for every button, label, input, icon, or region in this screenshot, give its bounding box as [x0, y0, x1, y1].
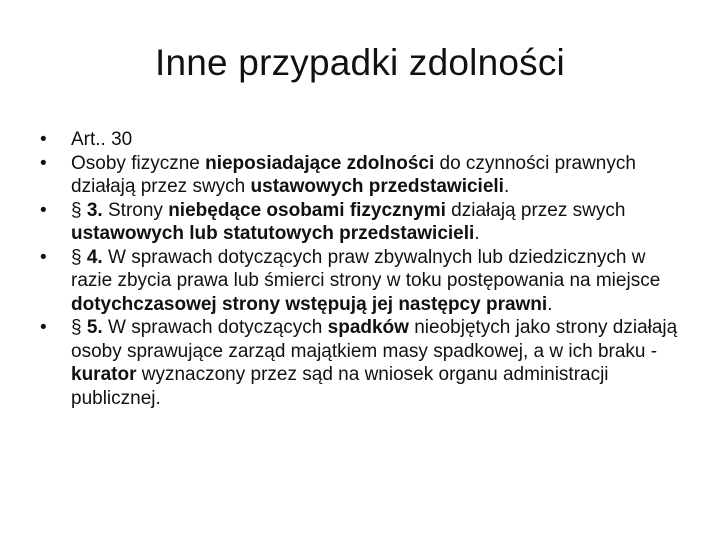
bullet-item — [40, 128, 680, 152]
bullet-dot-icon: • — [40, 317, 47, 338]
text-segment: Strony — [102, 199, 169, 221]
text-segment: . — [474, 223, 480, 244]
bullet-item — [40, 199, 680, 246]
bullet-item — [40, 152, 680, 199]
text-segment: § — [71, 317, 87, 338]
bullet-text — [71, 247, 660, 315]
text-segment: do czynności prawnych działają przez swych — [71, 152, 636, 197]
bold-text-segment: nieposiadające zdolności — [205, 152, 435, 174]
text-segment: W sprawach dotyczących praw zbywalnych lub dziedzicznych w razie zbycia prawa lub śmierci strony w toku postępowania na miejsce — [71, 246, 661, 291]
text-segment: działają przez swych — [445, 199, 626, 221]
text-segment: . — [547, 293, 553, 315]
text-segment: Osoby fizyczne — [71, 152, 206, 174]
bullet-dot-icon: • — [40, 246, 47, 268]
bullet-text — [71, 153, 636, 198]
bullet-list — [40, 128, 680, 410]
bullet-item — [40, 246, 680, 317]
text-segment: . — [503, 176, 510, 197]
bullet-item — [40, 316, 680, 410]
text-segment: Art.. 30 — [71, 129, 133, 150]
text-segment: § — [71, 199, 87, 221]
bold-text-segment: kurator — [71, 364, 137, 385]
slide-title: Inne przypadki zdolności — [155, 42, 565, 83]
text-segment: § — [71, 246, 87, 268]
bold-text-segment: dotychczasowej strony wstępują jej następcy prawni — [71, 293, 548, 315]
bold-text-segment: ustawowych przedstawicieli — [250, 176, 504, 197]
text-segment: nieobjętych jako strony działają osoby sprawujące zarząd majątkiem masy spadkowej, a w ich braku - — [71, 317, 678, 362]
bold-text-segment: 3. — [86, 199, 103, 221]
bold-text-segment: niebędące osobami fizycznymi — [168, 199, 446, 221]
bold-text-segment: spadków — [327, 317, 409, 338]
bold-text-segment: 4. — [86, 246, 103, 268]
bullet-dot-icon: • — [40, 129, 47, 150]
bullet-dot-icon: • — [40, 152, 47, 174]
text-segment: wyznaczony przez sąd na wniosek organu administracji publicznej. — [71, 364, 609, 409]
bullet-text — [71, 317, 677, 409]
bold-text-segment: 5. — [86, 317, 103, 338]
bold-text-segment: ustawowych lub statutowych przedstawicieli — [71, 223, 475, 244]
bullet-text — [71, 129, 132, 150]
bullet-text — [71, 200, 625, 245]
bullet-dot-icon: • — [40, 199, 47, 221]
text-segment: W sprawach dotyczących — [102, 317, 328, 338]
